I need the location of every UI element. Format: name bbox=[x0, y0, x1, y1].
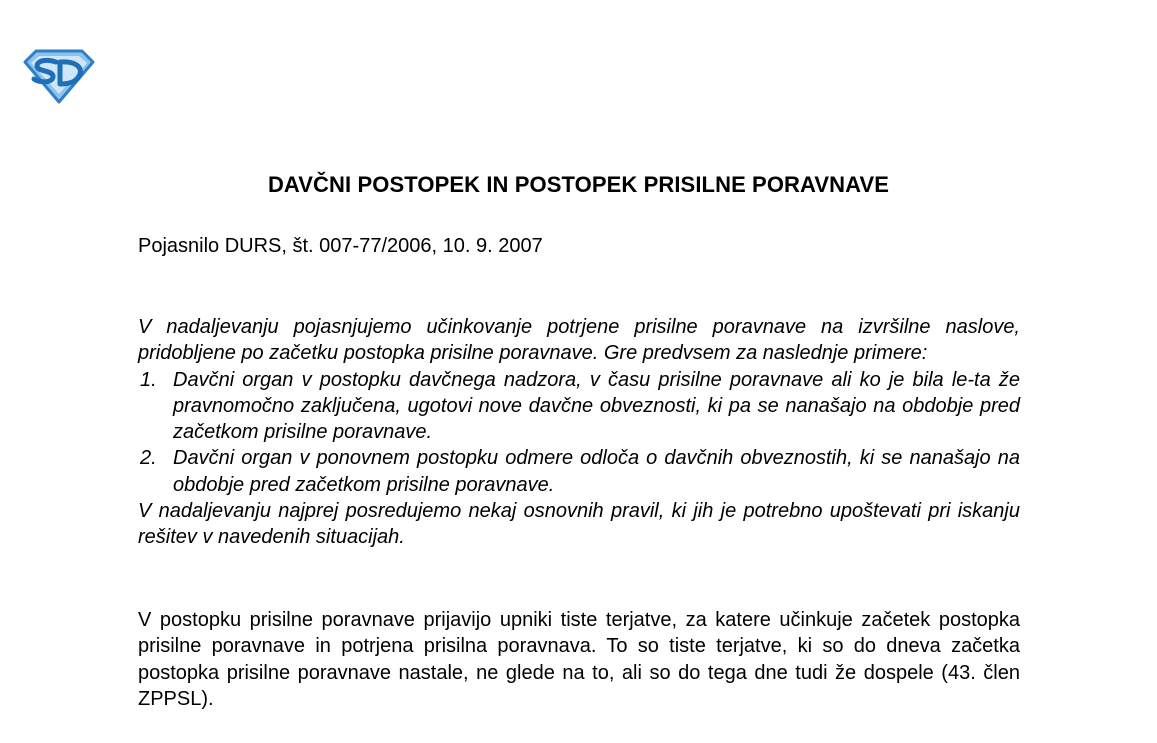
case-list bbox=[138, 367, 1020, 498]
document-title: DAVČNI POSTOPEK IN POSTOPEK PRISILNE PORAVNAVE bbox=[267, 172, 890, 197]
list-item bbox=[138, 445, 1020, 498]
list-item bbox=[138, 367, 1020, 446]
document-reference: Pojasnilo DURS, št. 007-77/2006, 10. 9. 2007 bbox=[138, 235, 543, 257]
list-item-number: 2. bbox=[140, 447, 157, 470]
body-paragraph: V postopku prisilne poravnave prijavijo upniki tiste terjatve, za katere učinkuje začetek postopka prisilne poravnave in potrjena prisilna poravnava. To so tiste terjatve, ki so do dneva začetka postopka prisilne poravnave nastale, ne glede na to, ali so do tega dne tudi že dospele (43. člen ZPPSL). bbox=[138, 609, 1020, 710]
outro-paragraph: V nadaljevanju najprej posredujemo nekaj osnovnih pravil, ki jih je potrebno upoštevati pri iskanju rešitev v navedenih situacijah. bbox=[138, 500, 1020, 549]
list-item-number: 1. bbox=[140, 368, 157, 391]
list-item-text: Davčni organ v postopku davčnega nadzora, v času prisilne poravnave ali ko je bila le-ta že pravnomočno zaključena, ugotovi nove davčne obveznosti, ki pa se nanašajo na obdobje pred začetkom prisilne poravnave. bbox=[173, 368, 1020, 444]
sd-shield-logo bbox=[22, 48, 96, 104]
intro-paragraph: V nadaljevanju pojasnjujemo učinkovanje potrjene prisilne poravnave na izvršilne naslove, pridobljene po začetku postopka prisilne poravnave. Gre predvsem za naslednje primere: bbox=[138, 316, 1020, 365]
list-item-text: Davčni organ v ponovnem postopku odmere odloča o davčnih obveznostih, ki se nanašajo na obdobje pred začetkom prisilne poravnave. bbox=[173, 447, 1020, 496]
intro-section bbox=[138, 314, 1020, 551]
